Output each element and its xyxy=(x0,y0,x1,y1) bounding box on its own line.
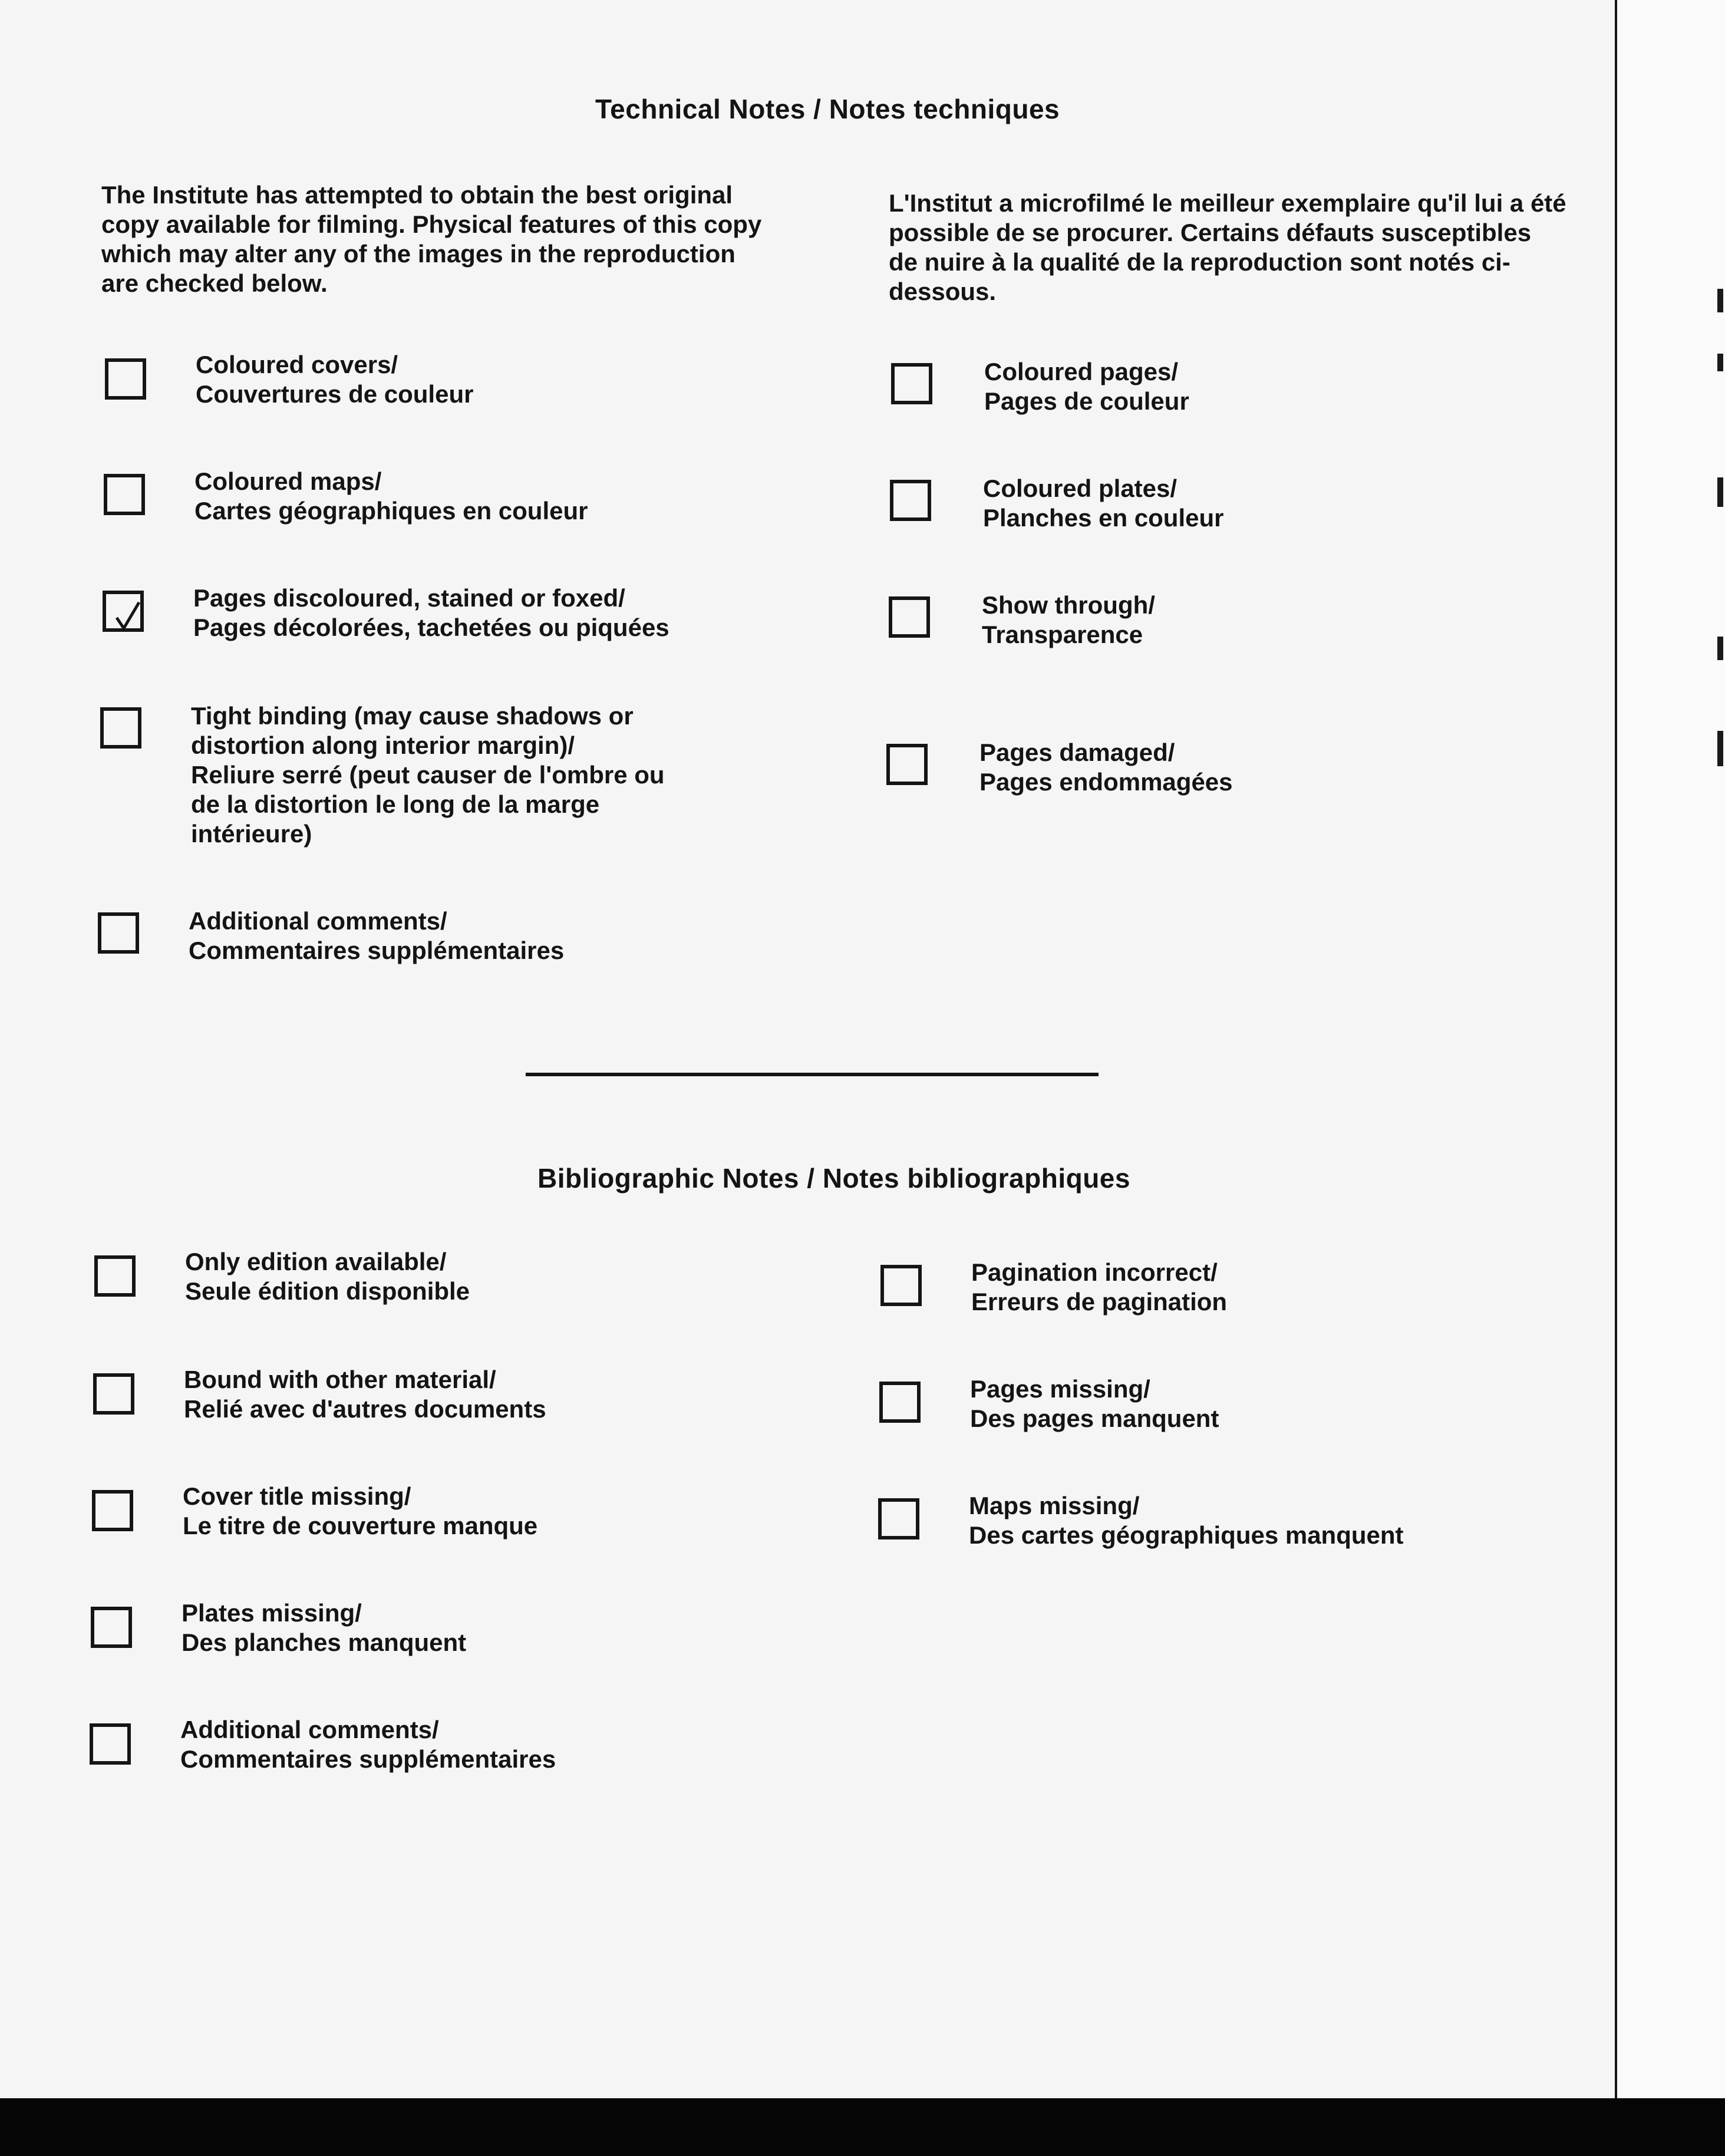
label-line: Des cartes géographiques manquent xyxy=(969,1521,1404,1549)
item-label xyxy=(185,1247,470,1306)
checkbox[interactable] xyxy=(880,1265,922,1306)
label-line: Seule édition disponible xyxy=(185,1277,470,1305)
label-line: intérieure) xyxy=(191,820,312,848)
label-line: Pages de couleur xyxy=(984,387,1189,415)
item-label xyxy=(194,467,588,526)
label-line: Show through/ xyxy=(982,591,1155,619)
label-line: Relié avec d'autres documents xyxy=(184,1395,546,1423)
bibliographic-notes-heading: Bibliographic Notes / Notes bibliographiques xyxy=(537,1163,1130,1194)
label-line: Only edition available/ xyxy=(185,1248,447,1275)
label-line: Cartes géographiques en couleur xyxy=(194,497,588,525)
label-line: Coloured covers/ xyxy=(196,351,398,378)
checkbox[interactable] xyxy=(100,707,141,749)
label-line: Coloured pages/ xyxy=(984,358,1179,385)
checkbox[interactable] xyxy=(886,744,928,785)
checkbox[interactable] xyxy=(90,1723,131,1765)
label-line: Le titre de couverture manque xyxy=(183,1512,538,1539)
label-line: Erreurs de pagination xyxy=(971,1288,1228,1316)
checkbox[interactable] xyxy=(93,1373,134,1415)
item-label xyxy=(184,1365,546,1424)
checkbox[interactable] xyxy=(878,1498,919,1539)
item-label xyxy=(183,1482,537,1541)
checkbox[interactable] xyxy=(879,1382,921,1423)
label-line: Commentaires supplémentaires xyxy=(189,937,565,964)
label-line: Couvertures de couleur xyxy=(196,380,474,408)
checkbox[interactable] xyxy=(98,912,139,954)
edge-mark xyxy=(1717,477,1723,507)
item-label xyxy=(971,1258,1227,1317)
technical-notes-heading: Technical Notes / Notes techniques xyxy=(595,94,1060,124)
edge-mark xyxy=(1717,354,1723,371)
edge-mark xyxy=(1717,731,1723,766)
edge-mark xyxy=(1717,637,1723,660)
label-line: Coloured maps/ xyxy=(194,467,382,495)
page-edge xyxy=(1615,0,1725,2098)
label-line: Pages endommagées xyxy=(979,768,1233,796)
checkmark-icon xyxy=(114,600,141,631)
label-line: Maps missing/ xyxy=(969,1492,1140,1519)
item-label xyxy=(182,1598,466,1657)
label-line: Coloured plates/ xyxy=(983,474,1178,502)
label-line: de la distortion le long de la marge xyxy=(191,790,600,818)
checkbox[interactable] xyxy=(104,474,145,515)
item-label xyxy=(979,738,1233,797)
label-line: Tight binding (may cause shadows or xyxy=(191,702,634,730)
label-line: Cover title missing/ xyxy=(183,1482,411,1510)
label-line: Pages damaged/ xyxy=(979,739,1175,766)
label-line: Pages discoloured, stained or foxed/ xyxy=(193,584,625,612)
checkbox[interactable] xyxy=(105,358,146,400)
label-line: Pagination incorrect/ xyxy=(971,1258,1218,1286)
checkbox[interactable] xyxy=(92,1490,133,1531)
label-line: Pages décolorées, tachetées ou piquées xyxy=(193,614,669,641)
label-line: Transparence xyxy=(982,621,1143,648)
scan-border xyxy=(0,2098,1725,2156)
item-label xyxy=(196,350,473,409)
label-line: Additional comments/ xyxy=(189,907,447,935)
intro-english: The Institute has attempted to obtain the best original copy available for filming. Physical features of this copy which may alter any of the images in the reproduction are checked below. xyxy=(101,181,762,297)
label-line: Plates missing/ xyxy=(182,1599,362,1627)
checkbox[interactable] xyxy=(891,363,932,404)
label-line: Bound with other material/ xyxy=(184,1366,496,1393)
label-line: Planches en couleur xyxy=(983,504,1224,532)
label-line: Commentaires supplémentaires xyxy=(180,1745,556,1773)
checkbox[interactable] xyxy=(94,1255,136,1297)
intro-french: L'Institut a microfilmé le meilleur exemplaire qu'il lui a été possible de se procurer. Certains défauts susceptibles de nuire à la qualité de la reproduction sont notés ci-dessous. xyxy=(889,189,1566,305)
item-label xyxy=(180,1715,556,1774)
section-divider xyxy=(526,1073,1099,1076)
label-line: Des pages manquent xyxy=(970,1405,1219,1432)
item-label xyxy=(969,1491,1404,1550)
item-label xyxy=(191,701,665,849)
label-line: Additional comments/ xyxy=(180,1716,439,1743)
item-label xyxy=(970,1374,1219,1433)
checkbox[interactable] xyxy=(889,596,930,638)
item-label xyxy=(193,583,669,642)
label-line: Des planches manquent xyxy=(182,1628,467,1656)
label-line: distortion along interior margin)/ xyxy=(191,731,575,759)
item-label xyxy=(983,474,1223,533)
item-label xyxy=(189,906,564,965)
checkbox[interactable] xyxy=(91,1607,132,1648)
item-label xyxy=(982,591,1155,650)
label-line: Pages missing/ xyxy=(970,1375,1150,1403)
item-label xyxy=(984,357,1189,416)
edge-mark xyxy=(1717,289,1723,312)
checkbox[interactable] xyxy=(890,480,931,521)
checkbox-checked[interactable] xyxy=(103,591,144,632)
label-line: Reliure serré (peut causer de l'ombre ou xyxy=(191,761,665,789)
